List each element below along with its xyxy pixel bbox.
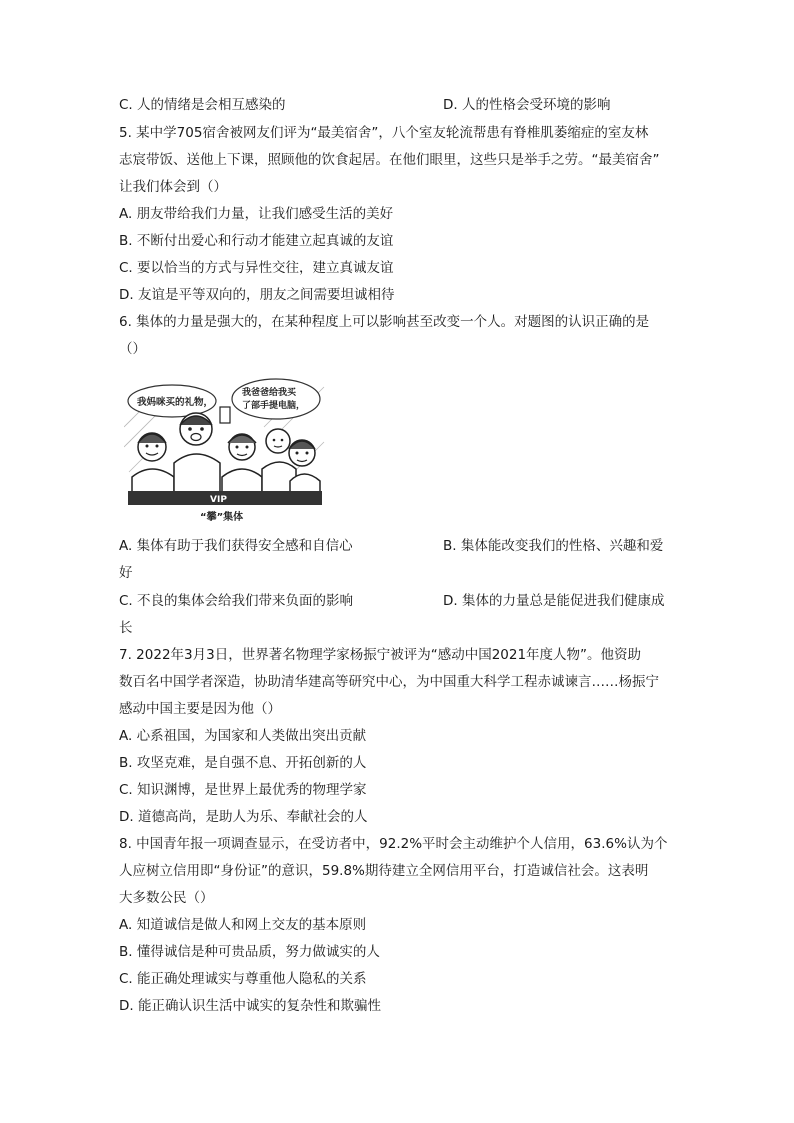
q4-option-d: D. 人的性格会受环境的影响 <box>443 97 611 113</box>
q5-stem-line-2: 志宸带饭、送他上下课，照顾他的饮食起居。在他们眼里，这些只是举手之劳。“最美宿舍” <box>119 152 660 168</box>
q5-stem-line-3: 让我们体会到（） <box>119 179 227 195</box>
q4-option-c: C. 人的情绪是会相互感染的 <box>119 97 286 113</box>
q6-stem-line-1: 6. 集体的力量是强大的，在某种程度上可以影响甚至改变一个人。对题图的认识正确的是 <box>119 314 650 330</box>
q6-cartoon-illustration <box>124 377 326 525</box>
q7-stem-line-2: 数百名中国学者深造，协助清华建高等研究中心，为中国重大科学工程赤诚谏言……杨振宁 <box>119 674 659 690</box>
q6-option-b-continued: 好 <box>119 565 133 581</box>
q5-stem-line-1: 5. 某中学705宿舍被网友们评为“最美宿舍”，八个室友轮流帮患有脊椎肌萎缩症的室友林 <box>119 125 649 141</box>
q7-stem-line-3: 感动中国主要是因为他（） <box>119 701 281 717</box>
q5-option-a: A. 朋友带给我们力量，让我们感受生活的美好 <box>119 206 394 222</box>
q6-option-a: A. 集体有助于我们获得安全感和自信心 <box>119 538 353 554</box>
q7-option-b: B. 攻坚克难，是自强不息、开拓创新的人 <box>119 755 367 771</box>
q7-option-a: A. 心系祖国，为国家和人类做出突出贡献 <box>119 728 367 744</box>
desk-banner-text: VIP <box>210 495 227 505</box>
bubble-left-text: 我妈咪买的礼物， <box>137 397 214 408</box>
q5-option-d: D. 友谊是平等双向的，朋友之间需要坦诚相待 <box>119 287 395 303</box>
q5-option-b: B. 不断付出爱心和行动才能建立起真诚的友谊 <box>119 233 394 249</box>
q7-option-c: C. 知识渊博，是世界上最优秀的物理学家 <box>119 782 367 798</box>
q5-option-c: C. 要以恰当的方式与异性交往，建立真诚友谊 <box>119 260 394 276</box>
q8-option-d: D. 能正确认识生活中诚实的复杂性和欺骗性 <box>119 998 381 1014</box>
q8-stem-line-2: 人应树立信用即“身份证”的意识，59.8%期待建立全网信用平台，打造诚信社会。这表明 <box>119 863 649 879</box>
q8-option-a: A. 知道诚信是做人和网上交友的基本原则 <box>119 917 367 933</box>
bubble-right-line-1: 我爸爸给我买 <box>242 388 297 398</box>
q6-option-b: B. 集体能改变我们的性格、兴趣和爱 <box>443 538 664 554</box>
q8-stem-line-1: 8. 中国青年报一项调查显示，在受访者中，92.2%平时会主动维护个人信用，63.6%认为个 <box>119 836 668 852</box>
cartoon-drawing <box>124 377 326 525</box>
q8-option-c: C. 能正确处理诚实与尊重他人隐私的关系 <box>119 971 367 987</box>
q8-stem-line-3: 大多数公民（） <box>119 890 214 906</box>
cartoon-caption: “攀”集体 <box>200 512 244 523</box>
q7-option-d: D. 道德高尚，是助人为乐、奉献社会的人 <box>119 809 368 825</box>
q7-stem-line-1: 7. 2022年3月3日，世界著名物理学家杨振宁被评为“感动中国2021年度人物”。他资助 <box>119 647 642 663</box>
q6-option-c: C. 不良的集体会给我们带来负面的影响 <box>119 593 354 609</box>
bubble-right-line-2: 了部手提电脑， <box>242 401 306 411</box>
q6-option-d: D. 集体的力量总是能促进我们健康成 <box>443 593 665 609</box>
q6-option-d-continued: 长 <box>119 620 133 636</box>
q6-stem-line-2: （） <box>119 341 146 357</box>
q8-option-b: B. 懂得诚信是种可贵品质，努力做诚实的人 <box>119 944 380 960</box>
